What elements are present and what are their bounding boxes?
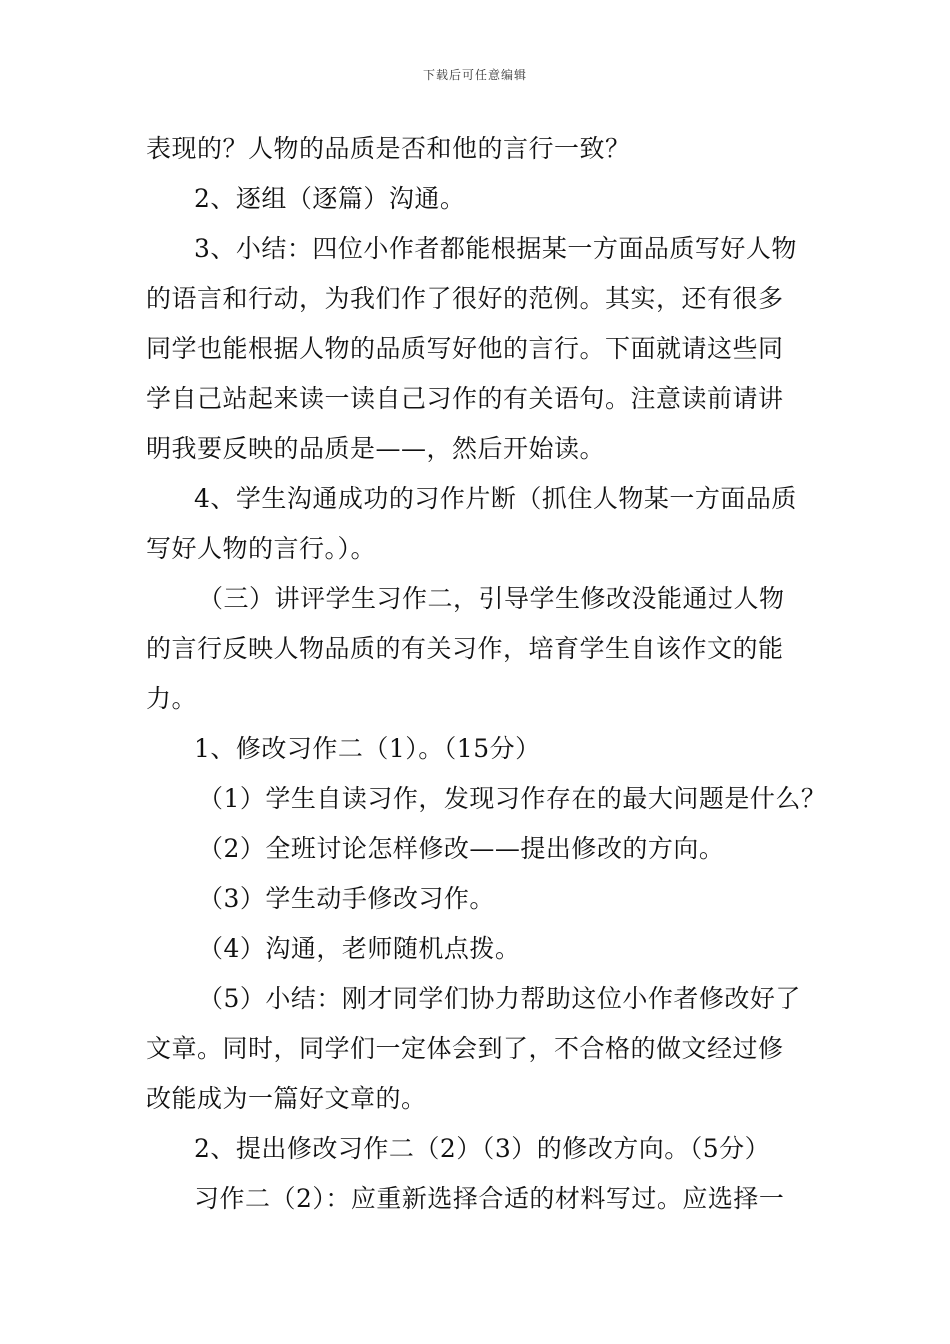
text-line: 写好人物的言行。）。 bbox=[146, 534, 377, 563]
text-line: （4）沟通，老师随机点拨。 bbox=[198, 934, 521, 963]
text-line: 3、小结：四位小作者都能根据某一方面品质写好人物 bbox=[194, 234, 797, 263]
text-line: 同学也能根据人物的品质写好他的言行。下面就请这些同 bbox=[146, 334, 784, 363]
text-line: 明我要反映的品质是——，然后开始读。 bbox=[146, 434, 606, 463]
document-body bbox=[146, 124, 827, 1224]
text-line: 习作二（2）：应重新选择合适的材料写过。应选择一 bbox=[194, 1184, 785, 1213]
page-header-note: 下载后可任意编辑 bbox=[422, 68, 527, 82]
text-line: （5）小结：刚才同学们协力帮助这位小作者修改好了 bbox=[198, 984, 801, 1013]
text-line: 4、学生沟通成功的习作片断（抓住人物某一方面品质 bbox=[194, 484, 797, 513]
text-line: 表现的？人物的品质是否和他的言行一致？ bbox=[146, 134, 631, 163]
text-line: （2）全班讨论怎样修改——提出修改的方向。 bbox=[198, 834, 725, 863]
text-line: 2、提出修改习作二（2）（3）的修改方向。（5分） bbox=[194, 1134, 771, 1163]
text-line: （三）讲评学生习作二，引导学生修改没能通过人物 bbox=[198, 584, 785, 613]
text-line: 力。 bbox=[146, 684, 198, 713]
text-line: 学自己站起来读一读自己习作的有关语句。注意读前请讲 bbox=[146, 384, 784, 413]
text-line: 1、修改习作二（1）。（15分） bbox=[194, 734, 541, 763]
text-line: 的语言和行动，为我们作了很好的范例。其实，还有很多 bbox=[146, 284, 784, 313]
text-line: （3）学生动手修改习作。 bbox=[198, 884, 495, 913]
text-line: 的言行反映人物品质的有关习作，培育学生自该作文的能 bbox=[146, 634, 784, 663]
text-line: （1）学生自读习作，发现习作存在的最大问题是什么？ bbox=[198, 784, 827, 813]
text-line: 2、逐组（逐篇）沟通。 bbox=[194, 184, 466, 213]
text-line: 文章。同时，同学们一定体会到了，不合格的做文经过修 bbox=[146, 1034, 784, 1063]
text-line: 改能成为一篇好文章的。 bbox=[146, 1084, 427, 1113]
